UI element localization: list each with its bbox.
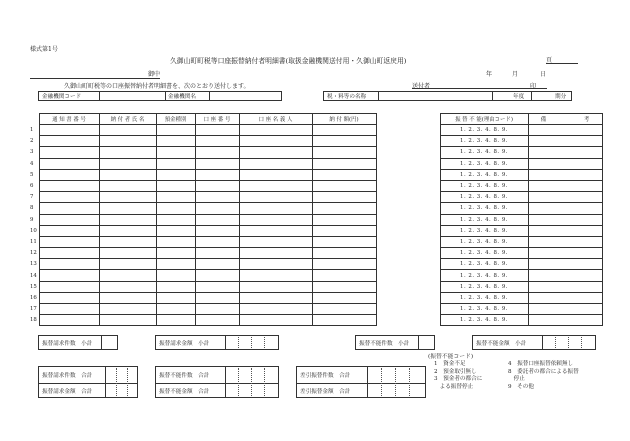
totals-mid-box: [155, 366, 279, 398]
payer-name-cell[interactable]: [99, 259, 156, 270]
spacer-cell: [376, 214, 440, 225]
remarks-cell[interactable]: [528, 225, 602, 236]
account-number-cell[interactable]: [195, 147, 239, 158]
spacer-cell: [376, 225, 440, 236]
row-number: 5: [30, 171, 34, 178]
deposit-type-cell[interactable]: [156, 248, 195, 259]
legend-code-item: 2 預金取引無し: [434, 368, 477, 375]
notice-number-cell[interactable]: [39, 158, 99, 169]
account-number-cell[interactable]: [195, 158, 239, 169]
totals-left-box: [38, 366, 138, 398]
remarks-cell[interactable]: [528, 169, 602, 180]
deposit-type-cell[interactable]: [156, 169, 195, 180]
spacer-cell: [376, 281, 440, 292]
spacer-cell: [376, 304, 440, 315]
amount-cell[interactable]: [312, 259, 376, 270]
deposit-type-cell[interactable]: [156, 281, 195, 292]
col-remarks: 備 考: [528, 114, 602, 125]
spacer-cell: [376, 158, 440, 169]
spacer-cell: [376, 203, 440, 214]
row-number: 10: [30, 227, 37, 234]
account-holder-cell[interactable]: [239, 270, 312, 281]
failure-code-cell[interactable]: 1. 2. 3. 4. 8. 9.: [440, 169, 528, 180]
sender-field[interactable]: [412, 82, 547, 89]
account-holder-cell[interactable]: [239, 292, 312, 303]
amount-cell[interactable]: [312, 292, 376, 303]
account-number-cell[interactable]: [195, 192, 239, 203]
payer-name-cell[interactable]: [99, 136, 156, 147]
notice-number-cell[interactable]: [39, 214, 99, 225]
amount-cell[interactable]: [312, 169, 376, 180]
payer-name-cell[interactable]: [99, 147, 156, 158]
account-holder-cell[interactable]: [239, 136, 312, 147]
amount-cell[interactable]: [312, 214, 376, 225]
legend-code-item: 停止: [508, 376, 525, 382]
remarks-cell[interactable]: [528, 203, 602, 214]
failure-code-cell[interactable]: 1. 2. 3. 4. 8. 9.: [440, 292, 528, 303]
deposit-type-cell[interactable]: [156, 147, 195, 158]
legend-code-item: 4 振替口座振替依頼無し: [508, 361, 574, 367]
spacer-cell: [376, 147, 440, 158]
sender-label: 送付者: [412, 83, 431, 90]
remarks-cell[interactable]: [528, 214, 602, 225]
col-deposit-type: 預金種別: [156, 114, 195, 125]
tax-name-label: 税・料等の名称: [327, 94, 367, 100]
form-number: 様式第1号: [30, 46, 58, 53]
spacer-cell: [376, 180, 440, 191]
notice-number-cell[interactable]: [39, 248, 99, 259]
account-number-cell[interactable]: [195, 203, 239, 214]
remarks-cell[interactable]: [528, 304, 602, 315]
remarks-cell[interactable]: [528, 248, 602, 259]
remarks-cell[interactable]: [528, 180, 602, 191]
spacer-cell: [376, 315, 440, 326]
notice-number-cell[interactable]: [39, 292, 99, 303]
account-number-cell[interactable]: [195, 304, 239, 315]
row-number: 15: [30, 283, 37, 290]
account-number-cell[interactable]: [195, 248, 239, 259]
failure-code-cell[interactable]: 1. 2. 3. 4. 8. 9.: [440, 180, 528, 191]
payer-name-cell[interactable]: [99, 214, 156, 225]
remarks-cell[interactable]: [528, 259, 602, 270]
account-number-cell[interactable]: [195, 270, 239, 281]
spacer-cell: [376, 169, 440, 180]
failure-code-cell[interactable]: 1. 2. 3. 4. 8. 9.: [440, 281, 528, 292]
payer-name-cell[interactable]: [99, 225, 156, 236]
table-row: [30, 236, 602, 247]
table-row: [30, 136, 602, 147]
account-holder-cell[interactable]: [239, 169, 312, 180]
fail-count-total-label: 振替不能件数 合計: [159, 373, 210, 379]
col-payer-name: 納 付 者 氏 名: [99, 114, 156, 125]
row-number: 2: [30, 138, 34, 145]
table-row: [30, 192, 602, 203]
notice-number-cell[interactable]: [39, 236, 99, 247]
account-holder-cell[interactable]: [239, 236, 312, 247]
date-month: 月: [512, 71, 519, 78]
amount-cell[interactable]: [312, 192, 376, 203]
payer-name-cell[interactable]: [99, 292, 156, 303]
account-holder-cell[interactable]: [239, 225, 312, 236]
fail-count-subtotal-box: [355, 335, 435, 350]
row-number: 9: [30, 216, 34, 223]
col-account-number: 口 座 番 号: [195, 114, 239, 125]
bank-code-label: 金融機関コード: [42, 94, 82, 100]
bank-name-label: 金融機関名: [168, 94, 196, 100]
row-number: 1: [30, 127, 34, 134]
amount-cell[interactable]: [312, 248, 376, 259]
deposit-type-cell[interactable]: [156, 192, 195, 203]
amount-cell[interactable]: [312, 270, 376, 281]
amount-cell[interactable]: [312, 136, 376, 147]
deposit-type-cell[interactable]: [156, 236, 195, 247]
spacer-cell: [376, 259, 440, 270]
tax-info-box: [323, 91, 572, 101]
payer-name-cell[interactable]: [99, 236, 156, 247]
deposit-type-cell[interactable]: [156, 203, 195, 214]
account-holder-cell[interactable]: [239, 158, 312, 169]
account-number-cell[interactable]: [195, 315, 239, 326]
remarks-cell[interactable]: [528, 125, 602, 136]
req-count-subtotal-box: [38, 335, 118, 350]
remarks-cell[interactable]: [528, 270, 602, 281]
row-number: 11: [30, 238, 37, 245]
spacer-cell: [376, 125, 440, 136]
totals-right-box: [296, 366, 426, 398]
deposit-type-cell[interactable]: [156, 180, 195, 191]
account-number-cell[interactable]: [195, 136, 239, 147]
row-number: 8: [30, 205, 34, 212]
failure-code-cell[interactable]: 1. 2. 3. 4. 8. 9.: [440, 304, 528, 315]
fail-count-subtotal-label: 振替不能件数 小計: [359, 340, 410, 347]
amount-cell[interactable]: [312, 203, 376, 214]
fiscal-year-label: 年度: [513, 94, 525, 100]
table-row: [30, 281, 602, 292]
account-holder-cell[interactable]: [239, 214, 312, 225]
net-amount-total-label: 差引振替金額 合計: [300, 389, 351, 395]
amount-cell[interactable]: [312, 158, 376, 169]
remarks-cell[interactable]: [528, 136, 602, 147]
failure-code-cell[interactable]: 1. 2. 3. 4. 8. 9.: [440, 158, 528, 169]
payer-name-cell[interactable]: [99, 304, 156, 315]
table-row: [30, 315, 602, 326]
table-row: [30, 292, 602, 303]
payer-name-cell[interactable]: [99, 180, 156, 191]
spacer-cell: [376, 192, 440, 203]
fail-amount-total-label: 振替不能金額 合計: [159, 389, 210, 395]
notice-number-cell[interactable]: [39, 225, 99, 236]
spacer-cell: [376, 270, 440, 281]
table-row: [30, 147, 602, 158]
addressee-suffix: 御中: [148, 71, 161, 78]
row-number: 13: [30, 261, 37, 268]
payer-name-cell[interactable]: [99, 192, 156, 203]
deposit-type-cell[interactable]: [156, 136, 195, 147]
payer-name-cell[interactable]: [99, 248, 156, 259]
notice-number-cell[interactable]: [39, 315, 99, 326]
net-count-total-label: 差引振替件数 合計: [300, 373, 351, 379]
table-row: [30, 125, 602, 136]
req-amount-subtotal-box: [155, 335, 279, 350]
bank-info-box: [38, 91, 282, 101]
notice-number-cell[interactable]: [39, 192, 99, 203]
account-holder-cell[interactable]: [239, 192, 312, 203]
page-title: 久御山町町税等口座振替納付者明細書(取扱金融機関送付用・久御山町返戻用): [170, 57, 407, 65]
failure-code-cell[interactable]: 1. 2. 3. 4. 8. 9.: [440, 248, 528, 259]
col-transfer-failure: 振 替 不 能(理由コード): [440, 114, 528, 125]
deposit-type-cell[interactable]: [156, 125, 195, 136]
row-number: 4: [30, 160, 34, 167]
notice-number-cell[interactable]: [39, 259, 99, 270]
date-day: 日: [540, 71, 547, 78]
intro-text: 久御山町町税等の口座振替納付者明細書を、次のとおり送付します。: [64, 83, 250, 90]
req-count-subtotal-label: 振替請求件数 小計: [42, 340, 93, 347]
page-suffix: 頁: [546, 57, 553, 64]
payer-name-cell[interactable]: [99, 281, 156, 292]
amount-cell[interactable]: [312, 180, 376, 191]
account-holder-cell[interactable]: [239, 147, 312, 158]
table-header-row: [30, 114, 602, 125]
legend-title: (振替不能コード): [428, 354, 474, 360]
account-holder-cell[interactable]: [239, 180, 312, 191]
spacer-cell: [376, 236, 440, 247]
deposit-type-cell[interactable]: [156, 214, 195, 225]
failure-code-cell[interactable]: 1. 2. 3. 4. 8. 9.: [440, 203, 528, 214]
amount-cell[interactable]: [312, 315, 376, 326]
account-number-cell[interactable]: [195, 259, 239, 270]
table-row: [30, 259, 602, 270]
account-number-cell[interactable]: [195, 169, 239, 180]
row-number: 14: [30, 272, 37, 279]
table-row: [30, 158, 602, 169]
table-row: [30, 248, 602, 259]
req-amount-total-label: 振替請求金額 合計: [42, 389, 93, 395]
table-row: [30, 270, 602, 281]
table-row: [30, 304, 602, 315]
account-number-cell[interactable]: [195, 214, 239, 225]
deposit-type-cell[interactable]: [156, 259, 195, 270]
table-row: [30, 169, 602, 180]
addressee-field[interactable]: [30, 72, 160, 79]
row-number: 7: [30, 194, 34, 201]
table-row: [30, 180, 602, 191]
account-holder-cell[interactable]: [239, 281, 312, 292]
notice-number-cell[interactable]: [39, 270, 99, 281]
spacer-cell: [376, 248, 440, 259]
col-account-holder: 口 座 名 義 人: [239, 114, 312, 125]
account-number-cell[interactable]: [195, 225, 239, 236]
table-row: [30, 225, 602, 236]
account-holder-cell[interactable]: [239, 203, 312, 214]
failure-code-cell[interactable]: 1. 2. 3. 4. 8. 9.: [440, 259, 528, 270]
notice-number-cell[interactable]: [39, 125, 99, 136]
legend-code-item: よる振替停止: [434, 383, 474, 390]
date-year: 年: [486, 71, 493, 78]
remarks-cell[interactable]: [528, 292, 602, 303]
remarks-cell[interactable]: [528, 158, 602, 169]
failure-code-cell[interactable]: 1. 2. 3. 4. 8. 9.: [440, 236, 528, 247]
failure-code-cell[interactable]: 1. 2. 3. 4. 8. 9.: [440, 192, 528, 203]
account-number-cell[interactable]: [195, 281, 239, 292]
table-row: [30, 214, 602, 225]
deposit-type-cell[interactable]: [156, 292, 195, 303]
amount-cell[interactable]: [312, 125, 376, 136]
failure-code-cell[interactable]: 1. 2. 3. 4. 8. 9.: [440, 147, 528, 158]
failure-code-cell[interactable]: 1. 2. 3. 4. 8. 9.: [440, 214, 528, 225]
row-number: 12: [30, 250, 37, 257]
failure-code-cell[interactable]: 1. 2. 3. 4. 8. 9.: [440, 270, 528, 281]
notice-number-cell[interactable]: [39, 203, 99, 214]
amount-cell[interactable]: [312, 225, 376, 236]
payer-name-cell[interactable]: [99, 125, 156, 136]
payer-name-cell[interactable]: [99, 169, 156, 180]
account-holder-cell[interactable]: [239, 248, 312, 259]
col-amount: 納 付 額(円): [312, 114, 376, 125]
notice-number-cell[interactable]: [39, 147, 99, 158]
legend-code-item: 8 委託者の都合による振替: [508, 368, 579, 375]
row-number: 18: [30, 317, 37, 324]
remarks-cell[interactable]: [528, 315, 602, 326]
remarks-cell[interactable]: [528, 192, 602, 203]
failure-code-cell[interactable]: 1. 2. 3. 4. 8. 9.: [440, 225, 528, 236]
account-number-cell[interactable]: [195, 292, 239, 303]
legend-code-item: 9 その他: [508, 383, 534, 390]
row-number: 3: [30, 149, 34, 156]
req-count-total-label: 振替請求件数 合計: [42, 373, 93, 379]
notice-number-cell[interactable]: [39, 169, 99, 180]
notice-number-cell[interactable]: [39, 180, 99, 191]
notice-number-cell[interactable]: [39, 304, 99, 315]
failure-code-cell[interactable]: 1. 2. 3. 4. 8. 9.: [440, 136, 528, 147]
remarks-cell[interactable]: [528, 147, 602, 158]
spacer-cell: [376, 136, 440, 147]
col-notice-number: 通 知 書 番 号: [39, 114, 99, 125]
remarks-cell[interactable]: [528, 236, 602, 247]
row-number: 6: [30, 183, 34, 190]
payer-name-cell[interactable]: [99, 158, 156, 169]
spacer-cell: [376, 292, 440, 303]
deposit-type-cell[interactable]: [156, 315, 195, 326]
failure-code-cell[interactable]: 1. 2. 3. 4. 8. 9.: [440, 125, 528, 136]
account-holder-cell[interactable]: [239, 125, 312, 136]
table-row: [30, 203, 602, 214]
payer-name-cell[interactable]: [99, 315, 156, 326]
payer-table: [30, 113, 603, 326]
notice-number-cell[interactable]: [39, 136, 99, 147]
fail-amount-subtotal-label: 振替不能金額 小計: [476, 340, 527, 347]
amount-cell[interactable]: [312, 304, 376, 315]
failure-code-cell[interactable]: 1. 2. 3. 4. 8. 9.: [440, 315, 528, 326]
amount-cell[interactable]: [312, 236, 376, 247]
amount-cell[interactable]: [312, 281, 376, 292]
account-number-cell[interactable]: [195, 236, 239, 247]
account-holder-cell[interactable]: [239, 315, 312, 326]
amount-cell[interactable]: [312, 147, 376, 158]
deposit-type-cell[interactable]: [156, 158, 195, 169]
deposit-type-cell[interactable]: [156, 225, 195, 236]
remarks-cell[interactable]: [528, 281, 602, 292]
deposit-type-cell[interactable]: [156, 304, 195, 315]
row-number: 17: [30, 306, 37, 313]
notice-number-cell[interactable]: [39, 281, 99, 292]
period-label: 期分: [555, 94, 567, 100]
legend-code-item: 1 資金不足: [434, 361, 466, 367]
payer-name-cell[interactable]: [99, 203, 156, 214]
legend-code-item: 3 預金者の都合に: [434, 376, 483, 382]
payer-name-cell[interactable]: [99, 270, 156, 281]
account-number-cell[interactable]: [195, 180, 239, 191]
row-number: 16: [30, 294, 37, 301]
account-holder-cell[interactable]: [239, 259, 312, 270]
req-amount-subtotal-label: 振替請求金額 小計: [159, 340, 210, 347]
account-holder-cell[interactable]: [239, 304, 312, 315]
deposit-type-cell[interactable]: [156, 270, 195, 281]
account-number-cell[interactable]: [195, 125, 239, 136]
seal-mark: 印: [530, 83, 537, 90]
fail-amount-subtotal-box: [472, 335, 596, 350]
